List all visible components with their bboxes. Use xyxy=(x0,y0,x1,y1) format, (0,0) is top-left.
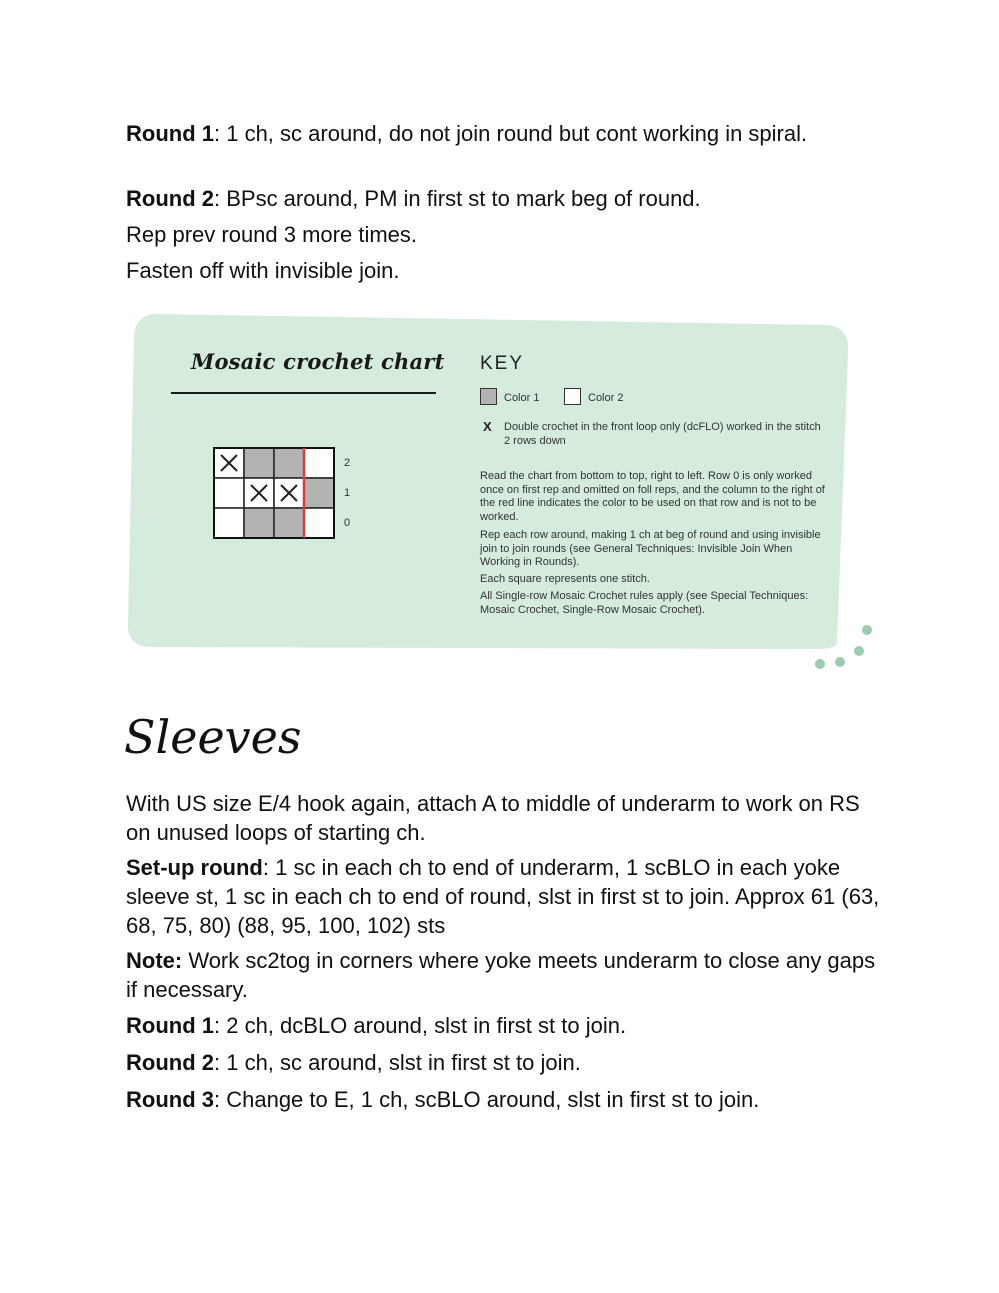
round-text: : 2 ch, dcBLO around, slst in first st to join. xyxy=(214,1013,627,1038)
instruction-4: All Single-row Mosaic Crochet rules apply (see Special Techniques: Mosaic Crochet, Single-Row Mosaic Crochet). xyxy=(480,590,809,616)
instruction-2: Rep each row around, making 1 ch at beg of round and using invisible join to join rounds (see General Techniques: Invisible Join When Working in Rounds). xyxy=(480,529,821,568)
intro-round2 xyxy=(126,184,826,213)
x-description: Double crochet in the front loop only (dcFLO) worked in the stitch 2 rows down xyxy=(504,421,821,447)
dot xyxy=(815,659,825,669)
grid-cell xyxy=(214,478,244,508)
dot xyxy=(854,646,864,656)
intro-rep: Rep prev round 3 more times. xyxy=(126,222,418,247)
round-text: : 1 ch, sc around, slst in first st to join. xyxy=(214,1050,581,1075)
intro-fasten: Fasten off with invisible join. xyxy=(126,258,400,283)
round-text: : BPsc around, PM in first st to mark beg of round. xyxy=(214,186,701,211)
round-label: Round 2 xyxy=(126,186,214,211)
color1-swatch xyxy=(480,388,497,405)
setup-label: Set-up round xyxy=(126,855,263,880)
row-label-2: 2 xyxy=(344,457,351,469)
sleeves-round1 xyxy=(126,1011,886,1040)
dot xyxy=(862,625,872,635)
row-label-0: 0 xyxy=(344,517,351,529)
note-label: Note: xyxy=(126,948,183,973)
sleeves-setup xyxy=(126,853,886,940)
chart-title: Mosaic crochet chart xyxy=(191,349,445,374)
round-label: Round 2 xyxy=(126,1050,214,1075)
title-underline xyxy=(171,392,436,394)
mosaic-chart-panel xyxy=(126,313,850,650)
row-label-1: 1 xyxy=(344,487,351,499)
color2-label: Color 2 xyxy=(588,392,624,404)
sleeves-note xyxy=(126,946,886,1004)
decorative-dots xyxy=(810,620,880,680)
sleeves-round3 xyxy=(126,1085,886,1114)
mosaic-grid xyxy=(213,447,337,541)
round-text: : Change to E, 1 ch, scBLO around, slst in first st to join. xyxy=(214,1087,760,1112)
round-label: Round 3 xyxy=(126,1087,214,1112)
grid-cell xyxy=(304,448,334,478)
round-label: Round 1 xyxy=(126,1013,214,1038)
round-label: Round 1 xyxy=(126,121,214,146)
grid-cell xyxy=(274,448,304,478)
setup-text: : 1 sc in each ch to end of underarm, 1 scBLO in each yoke sleeve st, 1 sc in each ch to end of round, slst in first st to join. Approx 61 (63, 68, 75, 80) (88, 95, 100, 102) sts xyxy=(126,855,880,938)
grid-cell xyxy=(304,478,334,508)
grid-cell xyxy=(274,508,304,538)
x-symbol: X xyxy=(483,419,492,434)
color1-label: Color 1 xyxy=(504,392,540,404)
sleeves-attach: With US size E/4 hook again, attach A to middle of underarm to work on RS on unused loops of starting ch. xyxy=(126,791,860,845)
sleeves-round2 xyxy=(126,1048,886,1077)
dot xyxy=(835,657,845,667)
grid-cell xyxy=(244,448,274,478)
grid-cell xyxy=(304,508,334,538)
key-title: KEY xyxy=(480,353,525,374)
round-text: : 1 ch, sc around, do not join round but cont working in spiral. xyxy=(214,121,808,146)
instruction-3: Each square represents one stitch. xyxy=(480,573,650,585)
grid-cell xyxy=(244,508,274,538)
section-heading-sleeves: Sleeves xyxy=(124,710,302,764)
note-text: Work sc2tog in corners where yoke meets underarm to close any gaps if necessary. xyxy=(126,948,876,1002)
instruction-1: Read the chart from bottom to top, right to left. Row 0 is only worked once on first rep and omitted on foll reps, and the column to the right of the red line indicates the color to be used on that row and is not to be worked. xyxy=(480,470,825,523)
intro-round1 xyxy=(126,119,826,148)
color2-swatch xyxy=(564,388,581,405)
grid-cell xyxy=(214,508,244,538)
